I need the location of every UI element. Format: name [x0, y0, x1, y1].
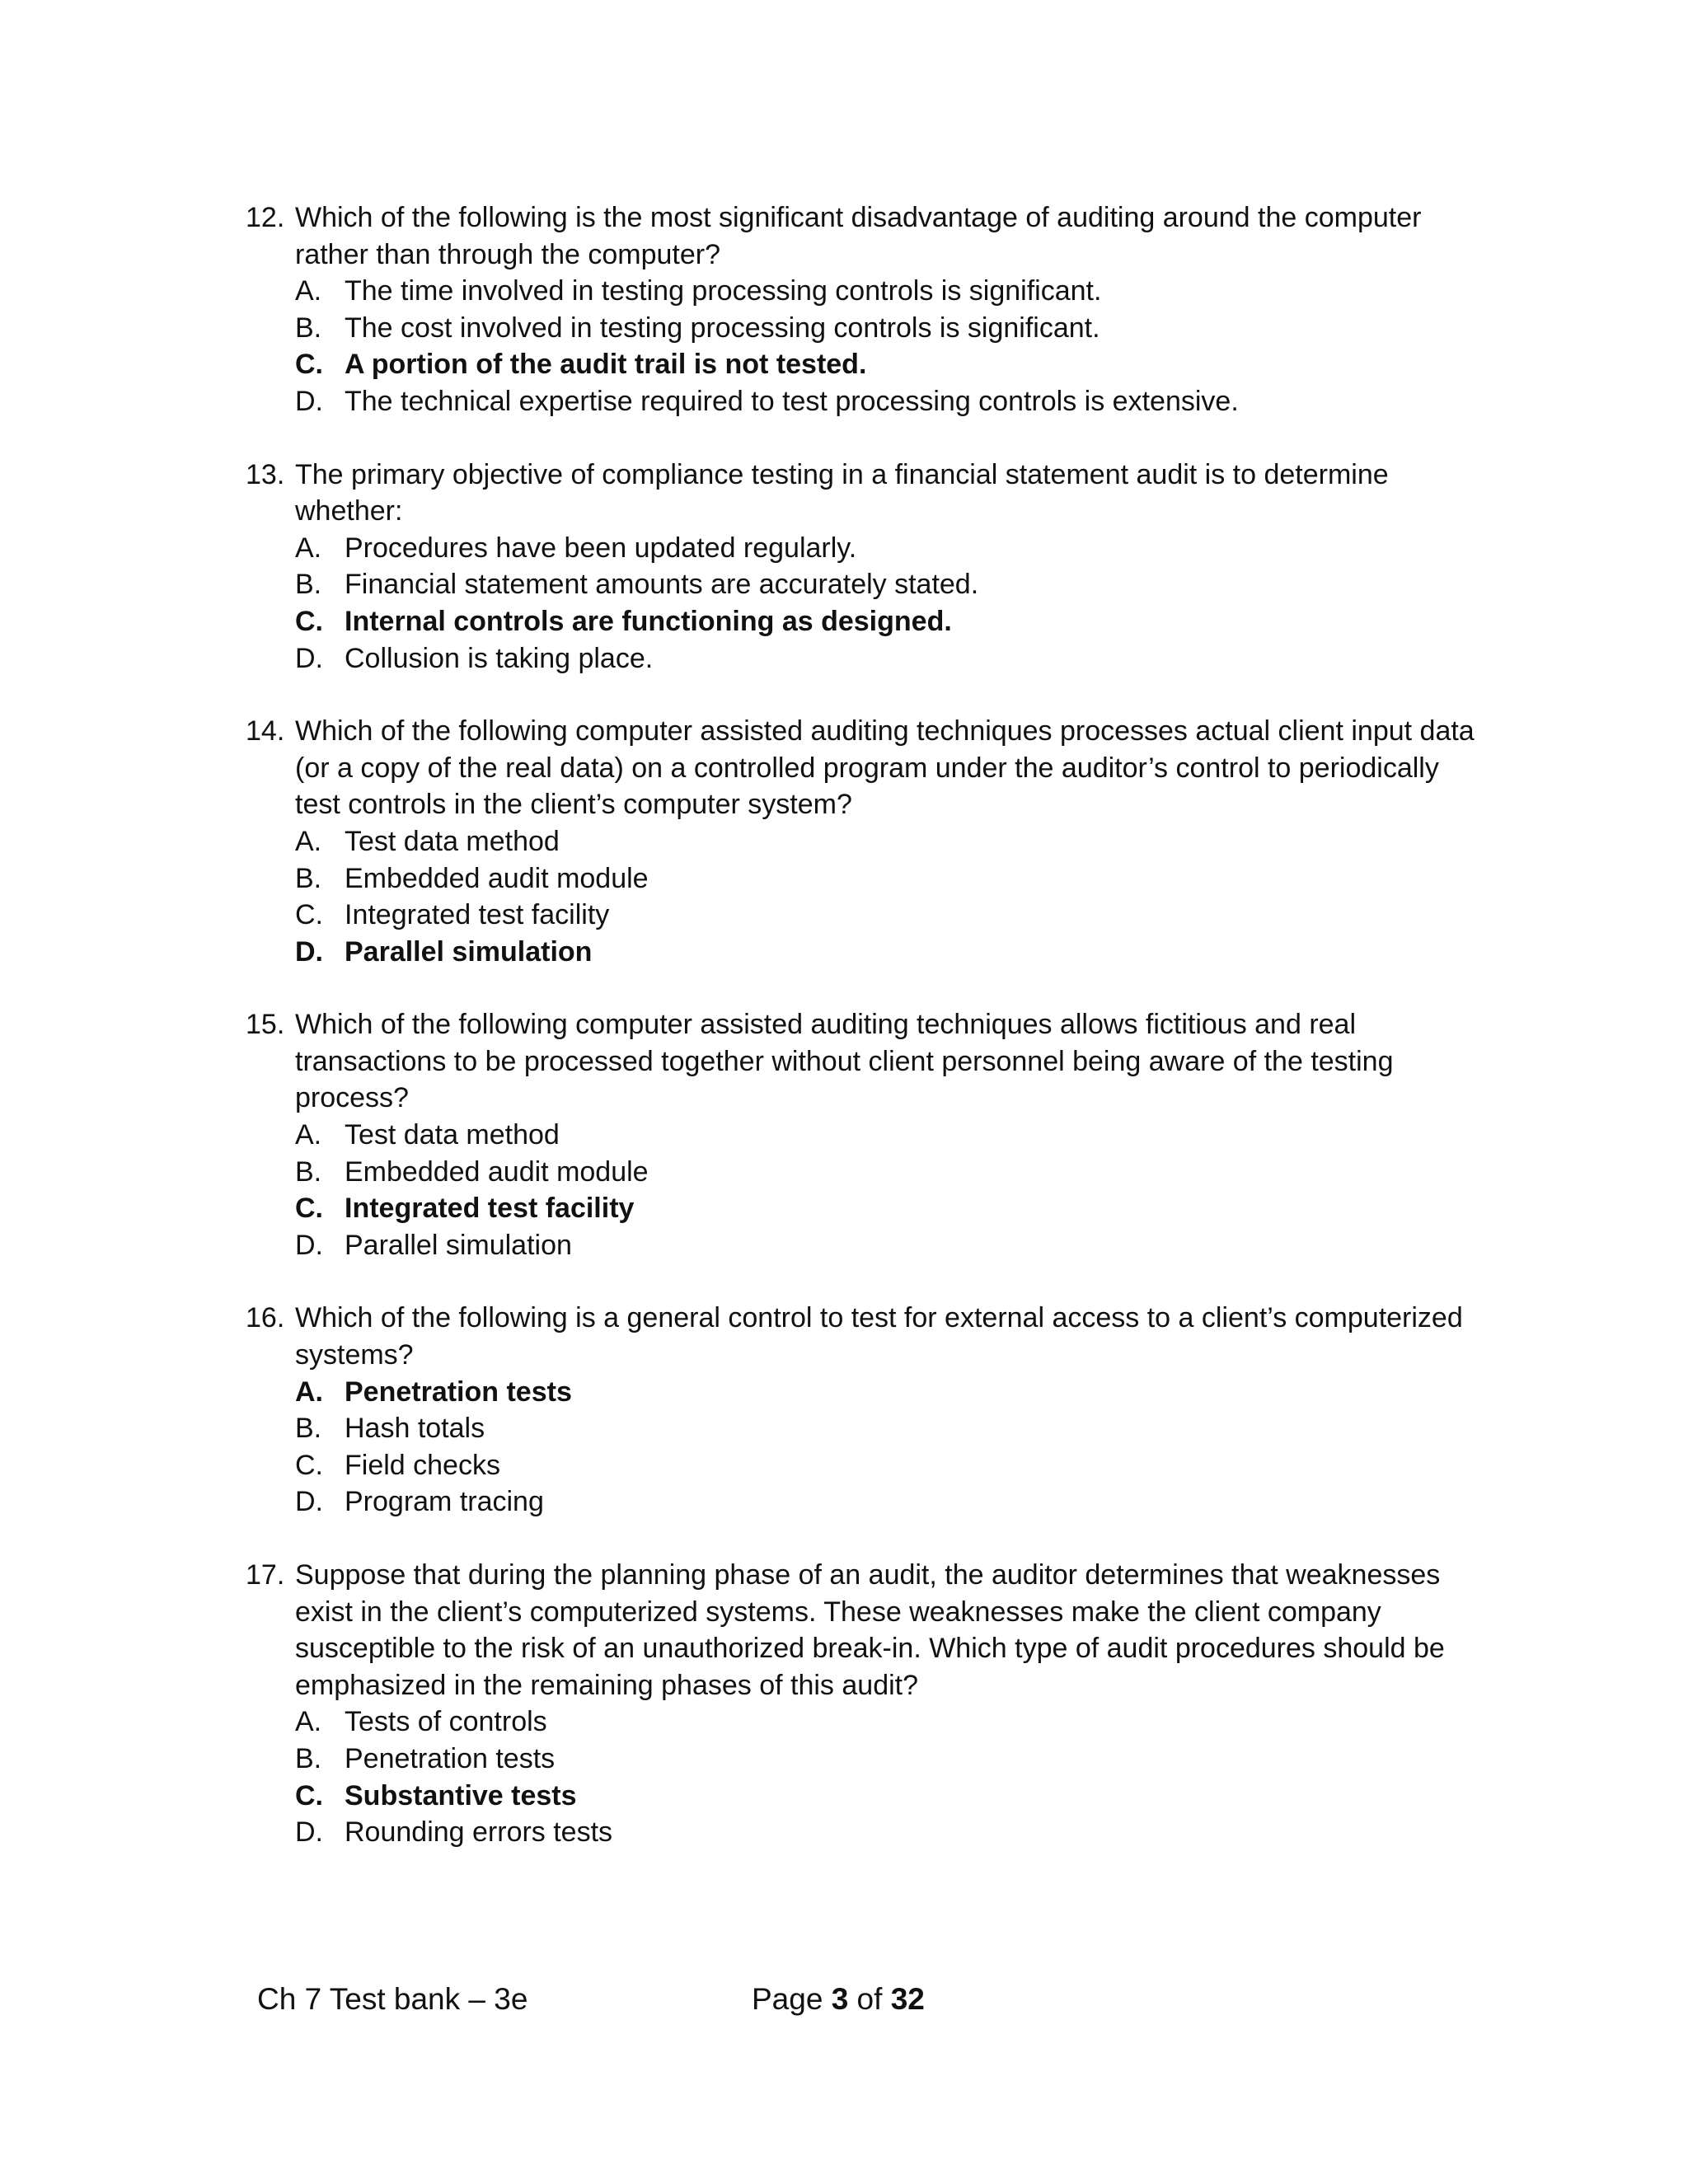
answer-option — [295, 860, 1482, 898]
question-number: 13. — [246, 458, 285, 490]
answer-options — [295, 530, 1482, 677]
question-item — [246, 1006, 1482, 1263]
answer-options — [295, 823, 1482, 970]
question-stem — [246, 457, 1482, 530]
question-stem — [246, 1300, 1482, 1373]
option-text: Procedures have been updated regularly. — [345, 532, 857, 564]
option-letter: B. — [295, 1413, 322, 1445]
answer-option-correct — [295, 1778, 1482, 1815]
question-number: 16. — [246, 1302, 285, 1334]
question-item — [246, 1557, 1482, 1851]
option-letter: D. — [295, 1816, 323, 1849]
option-letter: B. — [295, 862, 322, 894]
option-text: Program tracing — [345, 1486, 544, 1518]
question-stem — [246, 1006, 1482, 1117]
page-of-label: of — [848, 1982, 891, 2016]
question-item — [246, 713, 1482, 970]
question-item — [246, 1300, 1482, 1521]
option-text: The time involved in testing processing controls is significant. — [345, 275, 1102, 307]
answer-option — [295, 1704, 1482, 1741]
option-letter: B. — [295, 1155, 322, 1188]
option-letter: A. — [295, 1119, 322, 1151]
option-text: Collusion is taking place. — [345, 642, 654, 674]
question-stem — [246, 199, 1482, 273]
question-list — [246, 199, 1482, 1887]
option-letter: B. — [295, 312, 322, 344]
answer-option — [295, 640, 1482, 677]
option-letter: D. — [295, 642, 323, 674]
answer-option — [295, 1117, 1482, 1154]
answer-options — [295, 273, 1482, 419]
question-number: 15. — [246, 1009, 285, 1041]
answer-option — [295, 897, 1482, 934]
option-letter: D. — [295, 1229, 323, 1261]
answer-option — [295, 823, 1482, 860]
answer-option — [295, 383, 1482, 420]
option-text: Field checks — [345, 1449, 500, 1481]
option-letter: C. — [295, 1193, 323, 1225]
option-text: Penetration tests — [345, 1376, 572, 1408]
footer-page-number — [752, 1980, 925, 2019]
option-letter: A. — [295, 1376, 323, 1408]
option-letter: C. — [295, 899, 323, 931]
question-text: Which of the following computer assisted auditing techniques processes actual client input data (or a copy of the real data) on a controlled program under the auditor’s control to periodically test controls in the client’s computer system? — [295, 715, 1475, 821]
answer-options — [295, 1117, 1482, 1263]
option-text: Penetration tests — [345, 1742, 556, 1774]
answer-option — [295, 273, 1482, 310]
answer-options — [295, 1374, 1482, 1521]
answer-option — [295, 1447, 1482, 1484]
answer-option-correct — [295, 1190, 1482, 1227]
option-text: Integrated test facility — [345, 899, 610, 931]
answer-option — [295, 566, 1482, 603]
answer-option — [295, 1483, 1482, 1521]
footer-document-title: Ch 7 Test bank – 3e — [257, 1982, 528, 2016]
option-letter: A. — [295, 275, 322, 307]
answer-options — [295, 1704, 1482, 1850]
question-item — [246, 199, 1482, 420]
option-letter: D. — [295, 1486, 323, 1518]
question-number: 14. — [246, 715, 285, 748]
question-text: The primary objective of compliance testing in a financial statement audit is to determine whether: — [295, 458, 1389, 527]
option-letter: D. — [295, 385, 323, 417]
answer-option — [295, 1741, 1482, 1778]
option-text: Internal controls are functioning as designed. — [345, 605, 952, 637]
option-letter: C. — [295, 349, 323, 381]
option-text: Test data method — [345, 1119, 560, 1151]
answer-option — [295, 310, 1482, 347]
option-letter: A. — [295, 532, 322, 564]
answer-option — [295, 1154, 1482, 1191]
option-text: A portion of the audit trail is not tested. — [345, 349, 867, 381]
answer-option-correct — [295, 934, 1482, 971]
current-page: 3 — [831, 1982, 849, 2016]
option-text: Financial statement amounts are accurately stated. — [345, 569, 979, 601]
answer-option-correct — [295, 603, 1482, 640]
option-text: Integrated test facility — [345, 1193, 635, 1225]
question-item — [246, 457, 1482, 677]
option-text: Tests of controls — [345, 1706, 547, 1738]
option-text: The cost involved in testing processing controls is significant. — [345, 312, 1100, 344]
option-letter: C. — [295, 605, 323, 637]
option-text: The technical expertise required to test processing controls is extensive. — [345, 385, 1239, 417]
answer-option-correct — [295, 1374, 1482, 1411]
option-text: Substantive tests — [345, 1779, 577, 1811]
option-text: Hash totals — [345, 1413, 485, 1445]
question-stem — [246, 1557, 1482, 1704]
answer-option — [295, 1410, 1482, 1447]
answer-option — [295, 530, 1482, 567]
question-number: 12. — [246, 202, 285, 233]
answer-option — [295, 1814, 1482, 1851]
question-text: Which of the following is the most significant disadvantage of auditing around the computer rather than through the computer? — [295, 202, 1422, 270]
option-text: Embedded audit module — [345, 862, 649, 894]
option-letter: A. — [295, 1706, 322, 1738]
option-letter: B. — [295, 569, 322, 601]
option-text: Embedded audit module — [345, 1155, 649, 1188]
answer-option-correct — [295, 346, 1482, 383]
option-letter: D. — [295, 935, 323, 968]
question-number: 17. — [246, 1559, 285, 1591]
option-text: Parallel simulation — [345, 1229, 572, 1261]
option-text: Parallel simulation — [345, 935, 593, 968]
question-text: Which of the following computer assisted auditing techniques allows fictitious and real transactions to be processed together without client personnel being aware of the testing process? — [295, 1009, 1394, 1114]
question-stem — [246, 713, 1482, 823]
question-text: Which of the following is a general control to test for external access to a client’s computerized systems? — [295, 1302, 1463, 1371]
option-letter: C. — [295, 1779, 323, 1811]
option-letter: A. — [295, 825, 322, 857]
page-label: Page — [752, 1982, 832, 2016]
option-text: Rounding errors tests — [345, 1816, 613, 1849]
option-text: Test data method — [345, 825, 560, 857]
question-text: Suppose that during the planning phase of an audit, the auditor determines that weaknesses exist in the client’s computerized systems. These weaknesses make the client company susceptible to the risk of an unauthorized break-in. Which type of audit procedures should be emphasized in the remaining phases of this audit? — [295, 1559, 1445, 1701]
option-letter: C. — [295, 1449, 323, 1481]
total-pages: 32 — [890, 1982, 925, 2016]
answer-option — [295, 1227, 1482, 1264]
option-letter: B. — [295, 1742, 322, 1774]
